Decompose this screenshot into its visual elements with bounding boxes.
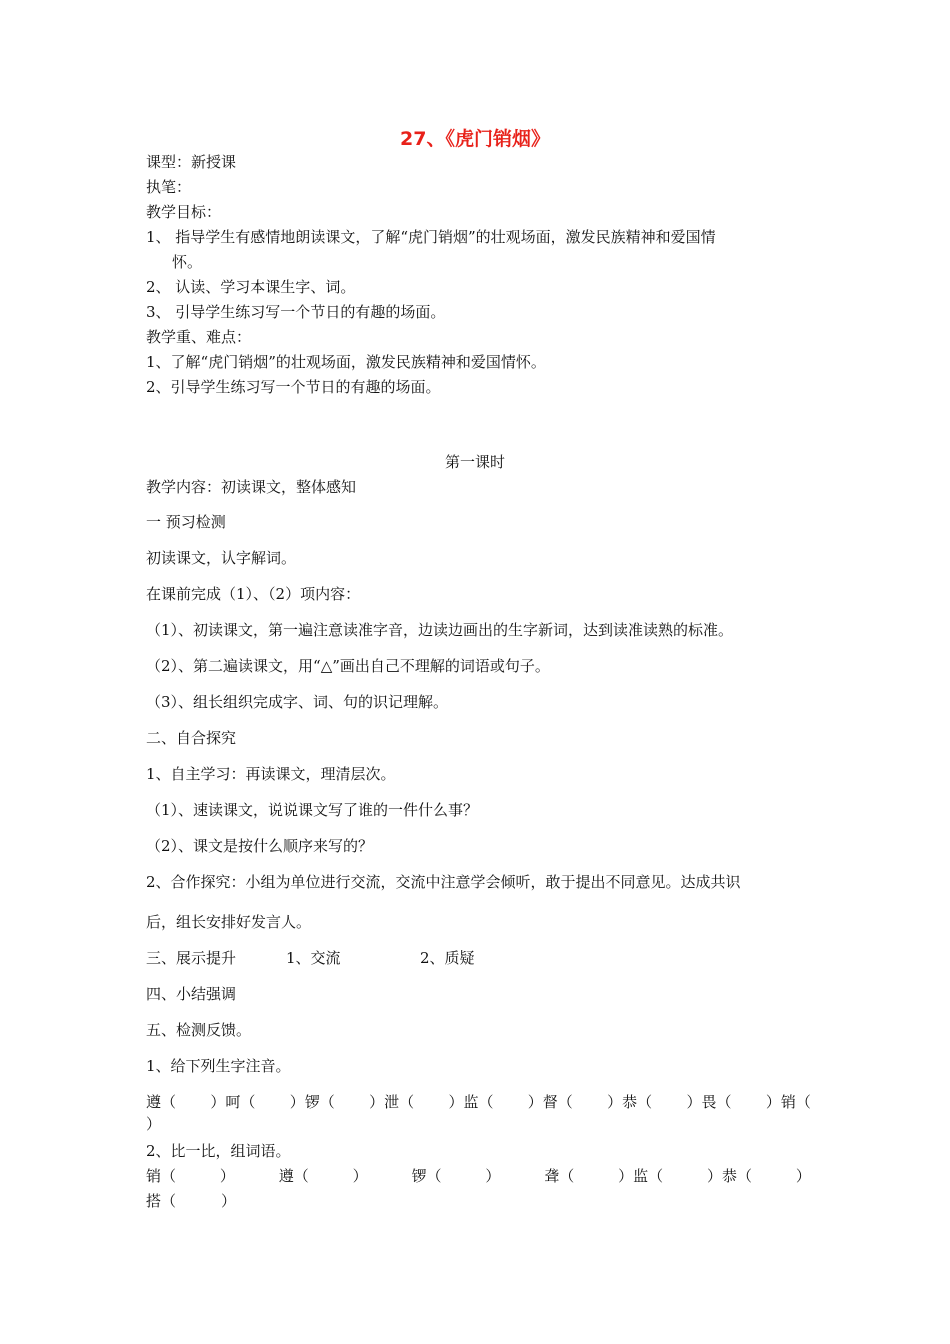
section-5: 五、检测反馈。 (146, 1021, 252, 1039)
section-2: 二、自合探究 (146, 729, 237, 747)
section-1-item-1: （1）、初读课文，第一遍注意读准字音，边读边画出的生字新词，达到读准读熟的标准。 (146, 621, 734, 639)
q2-item: ）监（ (618, 1167, 664, 1185)
q1-item: ）锣（ (289, 1093, 335, 1111)
section-2-2: 2、合作探究：小组为单位进行交流，交流中注意学会倾听，敢于提出不同意见。达成共识 (146, 873, 741, 891)
section-3-item-2: 2、质疑 (420, 949, 475, 967)
question-2-last: 搭（ ） (146, 1192, 237, 1210)
section-2-1b: （2）、课文是按什么顺序来写的？ (146, 837, 374, 855)
section-3-item-1: 1、交流 (286, 949, 341, 967)
key-2: 2、引导学生练习写一个节日的有趣的场面。 (146, 378, 441, 396)
section-2-2-cont: 后，组长安排好发言人。 (146, 913, 312, 931)
q2-item: ） (219, 1167, 235, 1185)
section-1-a: 初读课文，认字解词。 (146, 549, 297, 567)
q2-item: 聋（ (544, 1167, 575, 1185)
section-1: 一 预习检测 (146, 513, 226, 531)
author-line: 执笔： (146, 178, 192, 196)
q2-item: ）恭（ (707, 1167, 753, 1185)
period-heading: 第一课时 (444, 453, 505, 471)
goal-1: 1、 指导学生有感情地朗读课文，了解“虎门销烟”的壮观场面，激发民族精神和爱国情 (146, 228, 716, 246)
q1-item: ）监（ (448, 1093, 494, 1111)
goals-heading: 教学目标： (146, 203, 222, 221)
q2-item: ） (795, 1167, 811, 1185)
q2-item: 锣（ (411, 1167, 442, 1185)
section-2-1a: （1）、速读课文，说说课文写了谁的一件什么事？ (146, 801, 479, 819)
question-2-items (146, 1167, 811, 1185)
q1-item: ）销（ (765, 1093, 811, 1111)
q2-item: 销（ (146, 1167, 177, 1185)
q1-item: ）呵（ (210, 1093, 256, 1111)
section-1-item-3: （3）、组长组织完成字、词、句的识记理解。 (146, 693, 449, 711)
question-1-end: ） (146, 1115, 162, 1133)
q2-item: 遵（ (278, 1167, 309, 1185)
question-1-items (146, 1093, 811, 1111)
q1-item: ）畏（ (686, 1093, 732, 1111)
goal-3: 3、 引导学生练习写一个节日的有趣的场面。 (146, 303, 446, 321)
section-1-item-2: （2）、第二遍读课文，用“△”画出自己不理解的词语或句子。 (146, 657, 550, 675)
q1-item: 遵（ (146, 1093, 177, 1111)
q2-item: ） (352, 1167, 368, 1185)
section-2-1: 1、自主学习：再读课文，理清层次。 (146, 765, 396, 783)
q1-item: ）泄（ (369, 1093, 415, 1111)
section-4: 四、小结强调 (146, 985, 237, 1003)
section-3: 三、展示提升 (146, 949, 237, 967)
goal-2: 2、 认读、学习本课生字、词。 (146, 278, 356, 296)
q2-item: ） (485, 1167, 501, 1185)
lesson-type: 课型：新授课 (146, 153, 237, 171)
content-line: 教学内容：初读课文，整体感知 (146, 478, 357, 496)
key-heading: 教学重、难点： (146, 328, 252, 346)
doc-title: 27、《虎门销烟》 (400, 128, 550, 150)
goal-1-cont: 怀。 (172, 253, 203, 271)
q1-item: ）督（ (527, 1093, 573, 1111)
question-2: 2、比一比，组词语。 (146, 1142, 291, 1160)
q1-item: ）恭（ (607, 1093, 653, 1111)
section-1-b: 在课前完成（1）、（2）项内容： (146, 585, 361, 603)
key-1: 1、了解“虎门销烟”的壮观场面，激发民族精神和爱国情怀。 (146, 353, 546, 371)
question-1: 1、给下列生字注音。 (146, 1057, 291, 1075)
